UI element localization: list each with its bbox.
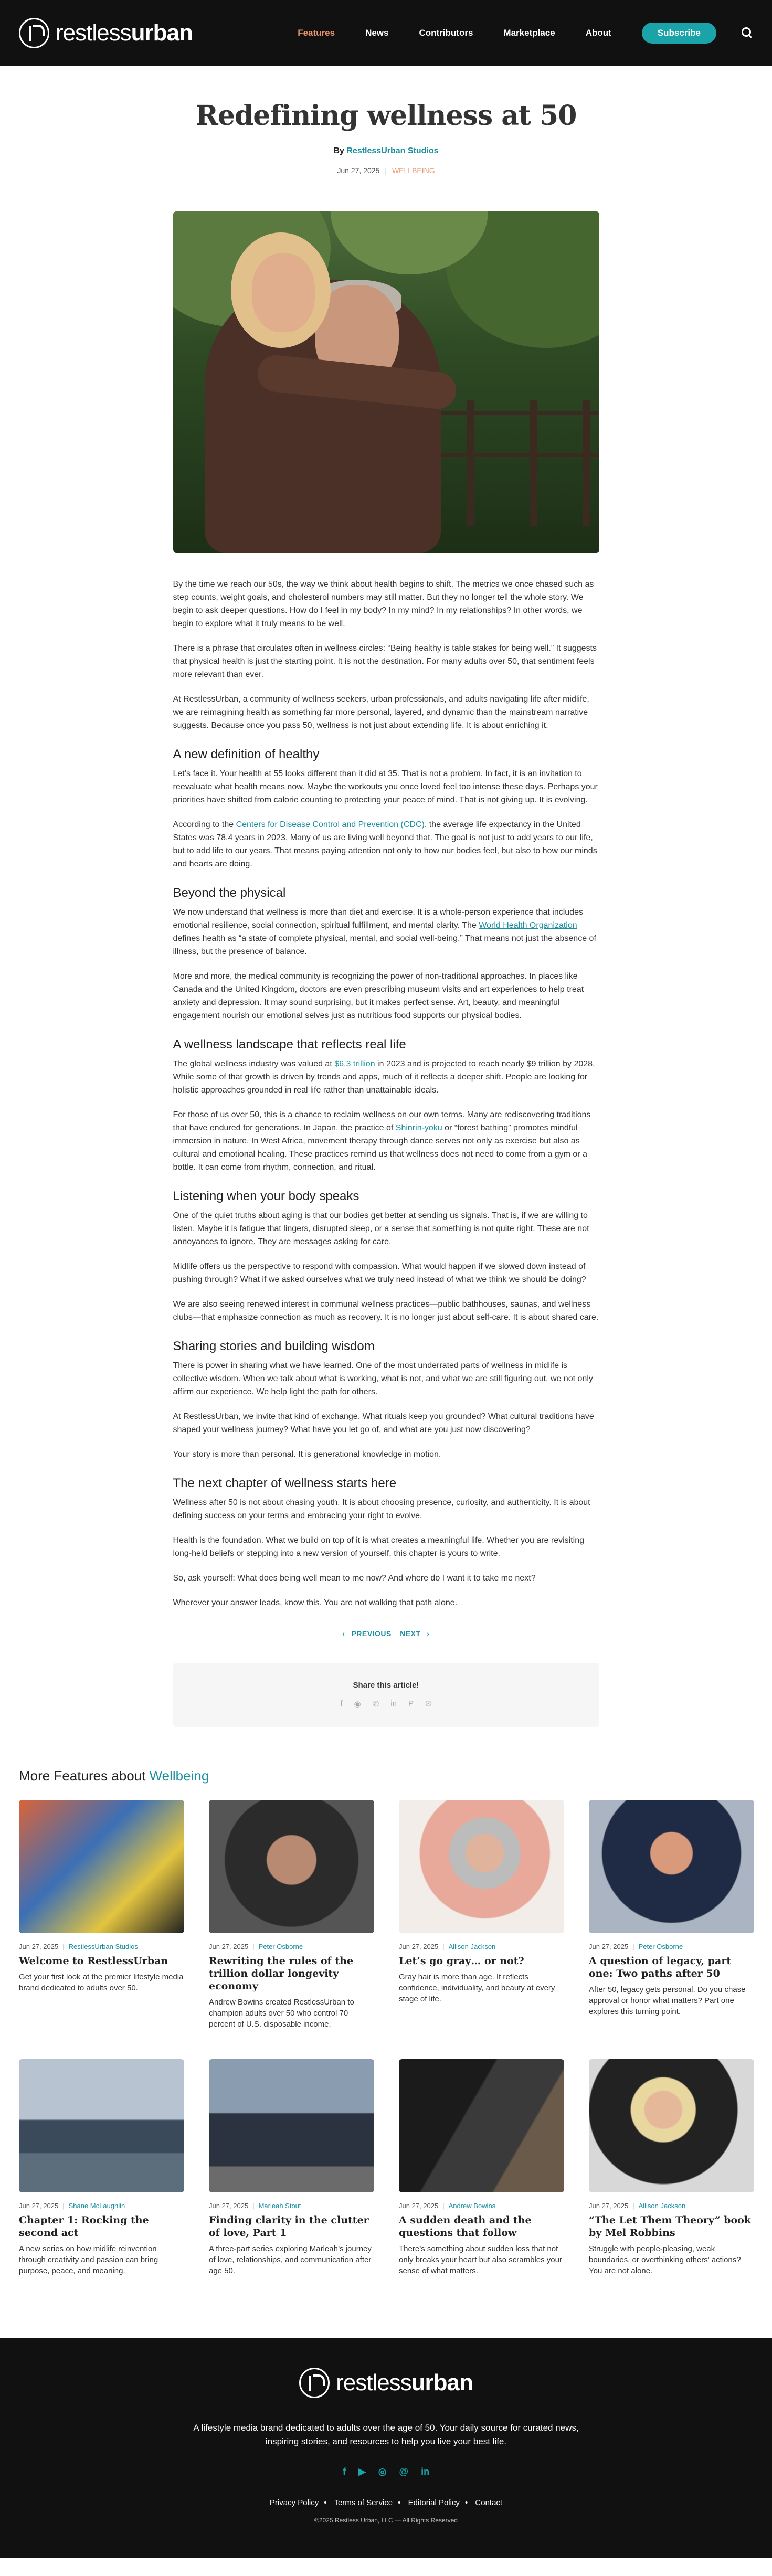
paragraph: By the time we reach our 50s, the way we think about health begins to shift. The metrics we once chased such as step counts, weight goals, and cholesterol numbers may still matter. But they no longer tell the whole story. We begin to ask deeper questions. How do I feel in my body? In my mind? In my relationships? In other words, we begin to explore what it truly means to be well. [173, 580, 594, 628]
card-meta: Jun 27, 2025 | Allison Jackson [399, 1943, 496, 1950]
hero-image [173, 211, 599, 553]
card-image[interactable] [399, 1800, 564, 1933]
feature-card[interactable] [19, 2059, 184, 2276]
card-author[interactable]: Peter Osborne [638, 1943, 683, 1950]
card-excerpt: There’s something about sudden loss that not only breaks your heart but also scrambles your sense of what matters. [399, 2244, 562, 2275]
nav-contributors[interactable]: Contributors [419, 28, 473, 38]
card-title[interactable]: Chapter 1: Rocking the second act [19, 2214, 149, 2239]
category-link[interactable]: WELLBEING [392, 166, 435, 175]
text-run: For those of us over 50, this is a chance to reclaim wellness on our own terms. Many are rediscovering traditions that have endured for generations. In Japan, the practice of [173, 1110, 591, 1132]
section-heading: The next chapter of wellness starts here [173, 1476, 397, 1490]
card-meta: Jun 27, 2025 | Allison Jackson [589, 2202, 686, 2210]
card-author[interactable]: Allison Jackson [448, 1943, 496, 1950]
text-run: , the average life expectancy in the United States was 78.4 years in 2023. Many of us are living well beyond that. The goal is not just to add years to our life, but to add life to our years. That means paying attention not only to how our bodies feel, but also to how our minds and hearts are doing. [173, 820, 597, 868]
paragraph [173, 1108, 599, 1174]
text-run: We now understand that wellness is more than diet and exercise. It is a whole-person experience that includes emotional resilience, social connection, spiritual fulfillment, and mental clarity. The [173, 908, 583, 930]
facebook-icon[interactable]: f [342, 2466, 346, 2477]
card-date: Jun 27, 2025 [399, 2202, 439, 2210]
paragraph: At RestlessUrban, a community of wellness seekers, urban professionals, and adults navigating life after midlife, we are reimagining health as something far more personal, layered, and dynamic than the mainstream narrative suggests. Because once you pass 50, wellness is not just about extending life. It is about enriching it. [173, 695, 589, 730]
card-author[interactable]: Peter Osborne [258, 1943, 303, 1950]
card-excerpt: Struggle with people-pleasing, weak boundaries, or overthinking others’ actions? You are not alone. [589, 2244, 741, 2275]
paragraph: Wellness after 50 is not about chasing youth. It is about choosing presence, curiosity, and authenticity. It is about defining success on your terms and embracing your right to evolve. [173, 1498, 590, 1520]
card-date: Jun 27, 2025 [589, 2202, 629, 2210]
paragraph: One of the quiet truths about aging is that our bodies get better at sending us signals. That is, if we are willing to listen. Maybe it is fatigue that lingers, disrupted sleep, or a sense that something is not quite right. These are not annoyances to ignore. They are messages asking for care. [173, 1211, 589, 1246]
site-header [0, 0, 772, 66]
card-excerpt: A three-part series exploring Marleah’s journey of love, relationships, and communication after age 50. [209, 2244, 372, 2275]
card-date: Jun 27, 2025 [209, 1943, 249, 1950]
card-image[interactable] [209, 2059, 374, 2192]
logo-text-light: restless [56, 20, 131, 46]
text-run: defines health as “a state of complete physical, mental, and social well-being.” That means not just the absence of illness, but the presence of balance. [173, 934, 596, 956]
section-heading: A new definition of healthy [173, 747, 320, 761]
social-icons [0, 2466, 772, 2477]
card-author[interactable]: Andrew Bowins [448, 2202, 496, 2210]
article-title: Redefining wellness at 50 [195, 100, 577, 132]
card-date: Jun 27, 2025 [19, 2202, 59, 2210]
previous-label: PREVIOUS [351, 1629, 392, 1638]
youtube-icon[interactable]: ▶ [358, 2466, 366, 2477]
card-image[interactable] [209, 1800, 374, 1933]
share-icons [173, 1699, 599, 1709]
share-box [173, 1663, 599, 1727]
card-excerpt: Gray hair is more than age. It reflects confidence, individuality, and beauty at every stage of life. [399, 1973, 555, 2003]
paragraph: Midlife offers us the perspective to respond with compassion. What would happen if we slowed down instead of pushing through? What if we asked ourselves what we truly need instead of what we think we should be doing? [173, 1262, 586, 1284]
card-meta: Jun 27, 2025 | Peter Osborne [209, 1943, 303, 1950]
card-image[interactable] [19, 1800, 184, 1933]
card-excerpt: After 50, legacy gets personal. Do you chase approval or honor what matters? Part one explores this turning point. [589, 1985, 746, 2016]
feature-card[interactable] [209, 2059, 374, 2276]
article-meta: Jun 27, 2025 | WELLBEING [337, 166, 435, 175]
card-date: Jun 27, 2025 [209, 2202, 249, 2210]
paragraph: Wherever your answer leads, know this. You are not walking that path alone. [173, 1598, 458, 1607]
card-date: Jun 27, 2025 [589, 1943, 629, 1950]
text-run: or “forest bathing” promotes mindful immersion in nature. In West Africa, movement therapy through dance serves not only as exercise but also as cultural and emotional healing. These practices remind us that wellness does not need to come from a gym or a bottle. It can come from rhythm, connection, and ritual. [173, 1123, 587, 1172]
who-link[interactable]: World Health Organization [479, 921, 577, 930]
card-meta: Jun 27, 2025 | Marleah Stout [209, 2202, 301, 2210]
card-author[interactable]: Shane McLaughlin [68, 2202, 125, 2210]
paragraph: Let’s face it. Your health at 55 looks different than it did at 35. That is not a problem. In fact, it is an invitation to reevaluate what health means now. Maybe the workouts you once loved feel too intense these days. Perhaps your priorities have shifted from calorie counting to protecting your peace of mind. That is not giving up. It is evolving. [173, 769, 598, 804]
text-run: According to the [173, 820, 236, 829]
linkedin-icon[interactable]: in [390, 1699, 397, 1708]
byline [173, 146, 599, 156]
card-excerpt: A new series on how midlife reinvention through creativity and passion can bring purpose, peace, and meaning. [19, 2244, 158, 2275]
card-title[interactable]: A sudden death and the questions that follow [399, 2214, 532, 2239]
threads-icon[interactable]: @ [399, 2466, 409, 2477]
paragraph [173, 1057, 599, 1097]
more-heading-topic: Wellbeing [149, 1768, 209, 1784]
nav-news[interactable]: News [365, 28, 389, 38]
next-label: NEXT [400, 1629, 421, 1638]
byline-prefix: By [333, 146, 347, 155]
more-features [0, 1768, 772, 2276]
linkedin-icon[interactable]: in [421, 2466, 430, 2477]
card-date: Jun 27, 2025 [19, 1943, 59, 1950]
feature-card[interactable] [399, 1800, 564, 2030]
paragraph: Your story is more than personal. It is generational knowledge in motion. [173, 1450, 441, 1459]
main-nav [298, 23, 753, 44]
editorial-policy-link[interactable]: Editorial Policy [408, 2498, 460, 2507]
more-heading-text: More Features about [19, 1768, 150, 1784]
feature-card[interactable] [399, 2059, 564, 2276]
chevron-left-icon: ‹ [342, 1629, 345, 1638]
card-image[interactable] [399, 2059, 564, 2192]
footer-logo[interactable] [0, 2368, 772, 2398]
logo-text-light: restless [336, 2370, 411, 2395]
section-heading: Sharing stories and building wisdom [173, 1339, 375, 1353]
site-logo[interactable] [19, 18, 193, 48]
paragraph: More and more, the medical community is recognizing the power of non-traditional approaches. In places like Canada and the United Kingdom, doctors are even prescribing museum visits and art experiences to help treat anxiety and depression. It may sound surprising, but it makes perfect sense. Art, beauty, and meaningful engagement nourish our emotional selves just as nutritious food supports our physical bodies. [173, 972, 584, 1020]
article [173, 100, 599, 1727]
paragraph: Health is the foundation. What we build on top of it is what creates a meaningful life. Whether you are revisiting long-held beliefs or stepping into a new version of yourself, this chapter is yours to write. [173, 1536, 585, 1558]
feature-card[interactable] [589, 2059, 754, 2276]
logo-mark-icon [19, 18, 49, 48]
card-title[interactable]: A question of legacy, part one: Two paths after 50 [589, 1955, 732, 1979]
card-meta: Jun 27, 2025 | Andrew Bowins [399, 2202, 496, 2210]
paragraph: There is power in sharing what we have learned. One of the most underrated parts of wellness in midlife is collective wisdom. When we talk about what is working, what is not, and what we are still figuring out, we not only affirm our experience. We help light the path for others. [173, 1361, 593, 1396]
subscribe-button[interactable]: Subscribe [642, 23, 716, 44]
card-title[interactable]: Let’s go gray… or not? [399, 1955, 524, 1967]
paragraph: There is a phrase that circulates often in wellness circles: “Being healthy is table stakes for being well.” It suggests that physical health is just the starting point. It is not the destination. For many adults over 50, that sentiment feels more relevant than ever. [173, 644, 597, 679]
wellness-value-link[interactable]: $6.3 trillion [334, 1059, 375, 1068]
card-author[interactable]: Allison Jackson [638, 2202, 686, 2210]
article-pager [173, 1629, 599, 1638]
article-date: Jun 27, 2025 [337, 166, 380, 175]
nav-marketplace[interactable]: Marketplace [503, 28, 555, 38]
logo-text [56, 20, 193, 46]
card-title[interactable]: Finding clarity in the clutter of love, Part 1 [209, 2214, 369, 2239]
text-run: The global wellness industry was valued at [173, 1059, 335, 1068]
cdc-link[interactable]: Centers for Disease Control and Prevention (CDC) [236, 820, 425, 829]
text-run: in 2023 and is projected to reach nearly $9 trillion by 2028. While some of that growth is driven by trends and apps, much of it reflects a deeper shift. People are looking for holistic approaches grounded in real life rather than unattainable ideals. [173, 1059, 595, 1095]
card-meta: Jun 27, 2025 | Peter Osborne [589, 1943, 683, 1950]
instagram-icon[interactable]: ◎ [378, 2466, 387, 2477]
card-meta: Jun 27, 2025 | RestlessUrban Studios [19, 1943, 138, 1950]
card-meta: Jun 27, 2025 | Shane McLaughlin [19, 2202, 125, 2210]
logo-text-bold: urban [131, 20, 193, 46]
card-image[interactable] [589, 2059, 754, 2192]
next-link[interactable] [397, 1629, 433, 1638]
card-image[interactable] [589, 1800, 754, 1933]
paragraph [173, 906, 599, 958]
card-author[interactable]: RestlessUrban Studios [68, 1943, 138, 1950]
author-link[interactable]: RestlessUrban Studios [346, 146, 439, 155]
article-body [173, 578, 599, 1609]
section-heading: Listening when your body speaks [173, 1189, 359, 1203]
feature-card[interactable] [19, 1800, 184, 2030]
contact-link[interactable]: Contact [475, 2498, 503, 2507]
pinterest-icon[interactable]: P [408, 1699, 414, 1708]
card-title[interactable]: Welcome to RestlessUrban [19, 1955, 168, 1967]
logo-text-bold: urban [411, 2370, 473, 2395]
feature-grid [19, 1800, 753, 2276]
feature-card[interactable] [209, 1800, 374, 2030]
share-title: Share this article! [353, 1681, 419, 1690]
nav-features[interactable]: Features [298, 28, 335, 38]
card-title[interactable]: “The Let Them Theory” book by Mel Robbins [589, 2214, 751, 2239]
paragraph: So, ask yourself: What does being well mean to me now? And where do I want it to take me next? [173, 1574, 536, 1583]
paragraph: At RestlessUrban, we invite that kind of exchange. What rituals keep you grounded? What cultural traditions have shaped your wellness journey? What have you let go of, and what are you just now discovering? [173, 1412, 594, 1434]
facebook-icon[interactable]: f [340, 1699, 343, 1708]
reddit-icon[interactable]: ◉ [354, 1700, 361, 1709]
email-icon[interactable]: ✉ [425, 1700, 432, 1709]
logo-mark-icon [299, 2368, 330, 2398]
search-icon[interactable] [742, 27, 753, 39]
card-title[interactable]: Rewriting the rules of the trillion dollar longevity economy [209, 1955, 354, 1992]
section-heading: A wellness landscape that reflects real life [173, 1037, 406, 1052]
terms-link[interactable]: Terms of Service [334, 2498, 393, 2507]
copyright: ©2025 Restless Urban, LLC — All Rights Reserved [314, 2517, 458, 2524]
footer-logo-text [336, 2370, 473, 2396]
shinrin-yoku-link[interactable]: Shinrin-yoku [395, 1123, 442, 1132]
card-excerpt: Get your first look at the premier lifestyle media brand dedicated to adults over 50. [19, 1973, 184, 1992]
chevron-right-icon: › [427, 1629, 430, 1638]
previous-link[interactable] [339, 1629, 395, 1638]
nav-about[interactable]: About [585, 28, 611, 38]
section-heading: Beyond the physical [173, 886, 286, 900]
more-features-heading [19, 1768, 753, 1784]
footer-description: A lifestyle media brand dedicated to adults over the age of 50. Your daily source for curated news, inspiring stories, and resources to help you live your best life. [193, 2423, 579, 2446]
whatsapp-icon[interactable]: ✆ [372, 1700, 379, 1709]
card-excerpt: Andrew Bowins created RestlessUrban to champion adults over 50 who control 70 percent of U.S. disposable income. [209, 1998, 354, 2029]
card-date: Jun 27, 2025 [399, 1943, 439, 1950]
paragraph [173, 818, 599, 871]
footer-links: Privacy Policy • Terms of Service • Editorial Policy • Contact [269, 2498, 503, 2507]
card-image[interactable] [19, 2059, 184, 2192]
paragraph: We are also seeing renewed interest in communal wellness practices—public bathhouses, saunas, and wellness clubs—that emphasize connection as much as recovery. It is no longer just about self-care. It is about shared care. [173, 1300, 599, 1322]
site-footer [0, 2338, 772, 2558]
privacy-policy-link[interactable]: Privacy Policy [269, 2498, 319, 2507]
feature-card[interactable] [589, 1800, 754, 2030]
card-author[interactable]: Marleah Stout [258, 2202, 301, 2210]
